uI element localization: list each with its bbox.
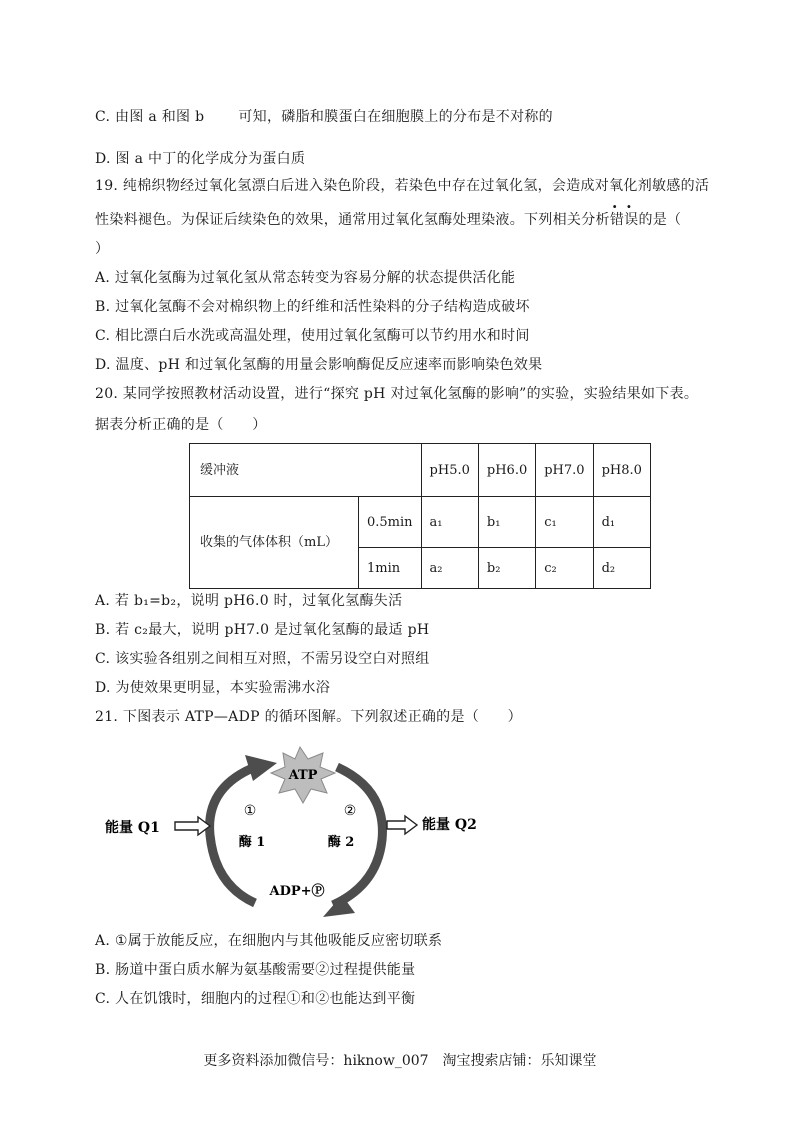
- q19-option-c: C. 相比漂白后水洗或高温处理，使用过氧化氢酶可以节约用水和时间: [95, 328, 530, 344]
- time-cell: 0.5min: [359, 497, 422, 548]
- ph-results-table: [189, 443, 651, 589]
- emphasis-char-1: 错: [609, 212, 625, 228]
- ph-col-3: pH7.0: [536, 444, 593, 497]
- table-cell: d₁: [593, 497, 650, 548]
- buffer-header: 缓冲液: [190, 444, 422, 497]
- q19-stem-end: 的是（: [638, 212, 682, 228]
- step-1-label: ①: [243, 803, 257, 819]
- q18-option-c-part1: C. 由图 a 和图 b: [95, 109, 205, 125]
- table-header-row: [190, 444, 651, 497]
- q19-stem-line3: ）: [95, 241, 110, 257]
- q20-option-b: B. 若 c₂最大，说明 pH7.0 是过氧化氢酶的最适 pH: [95, 622, 430, 638]
- table-cell: c₂: [536, 548, 593, 589]
- q20-option-d: D. 为使效果更明显，本实验需沸水浴: [95, 680, 331, 696]
- q19-option-b: B. 过氧化氢酶不会对棉织物上的纤维和活性染料的分子结构造成破坏: [95, 299, 530, 315]
- table-cell: d₂: [593, 548, 650, 589]
- ph-col-4: pH8.0: [593, 444, 650, 497]
- gas-volume-label: 收集的气体体积（mL）: [190, 497, 359, 589]
- table-cell: a₂: [421, 548, 478, 589]
- energy-out-arrow: [387, 816, 417, 834]
- arc-left: [210, 765, 260, 903]
- q19-option-a: A. 过氧化氢酶为过氧化氢从常态转变为容易分解的状态提供活化能: [95, 270, 516, 286]
- q21-option-a: A. ①属于放能反应，在细胞内与其他吸能反应密切联系: [95, 933, 443, 949]
- energy-q1-label: 能量 Q1: [105, 820, 160, 836]
- enzyme-2-label: 酶 2: [327, 835, 355, 850]
- q21-option-b: B. 肠道中蛋白质水解为氨基酸需要②过程提供能量: [95, 962, 416, 978]
- adp-label: ADP+Ⓟ: [269, 884, 325, 899]
- table-cell: c₁: [536, 497, 593, 548]
- table-cell: b₂: [478, 548, 535, 589]
- step-2-label: ②: [343, 803, 357, 819]
- q18-option-c: [95, 108, 553, 126]
- table-cell: a₁: [421, 497, 478, 548]
- enzyme-1-label: 酶 1: [238, 835, 266, 850]
- time-cell: 1min: [359, 548, 422, 589]
- atp-label: ATP: [288, 768, 318, 783]
- q20-stem-line2: 据表分析正确的是（ ）: [95, 417, 267, 433]
- q20-option-a: A. 若 b₁=b₂，说明 pH6.0 时，过氧化氢酶失活: [95, 593, 403, 609]
- emphasis-char-2: 误: [624, 212, 639, 228]
- q21-stem: 21. 下图表示 ATP—ADP 的循环图解。下列叙述正确的是（ ）: [95, 709, 522, 725]
- arrowhead-to-atp: [245, 755, 277, 781]
- page-footer: 更多资料添加微信号：hiknow_007 淘宝搜索店铺：乐知课堂: [203, 1053, 597, 1069]
- q20-option-c: C. 该实验各组别之间相互对照，不需另设空白对照组: [95, 651, 430, 667]
- q18-option-d: D. 图 a 中丁的化学成分为蛋白质: [95, 151, 306, 167]
- energy-in-arrow: [175, 817, 210, 835]
- ph-col-1: pH5.0: [421, 444, 478, 497]
- q19-stem-text: 性染料褪色。为保证后续染色的效果，通常用过氧化氢酶处理染液。下列相关分析: [95, 212, 610, 228]
- ph-col-2: pH6.0: [478, 444, 535, 497]
- q18-option-c-part2: 可知，磷脂和膜蛋白在细胞膜上的分布是不对称的: [238, 109, 553, 125]
- energy-q2-label: 能量 Q2: [422, 817, 477, 833]
- q19-option-d: D. 温度、pH 和过氧化氢酶的用量会影响酶促反应速率而影响染色效果: [95, 357, 543, 373]
- q19-stem-line2: [95, 211, 681, 229]
- q20-stem-line1: 20. 某同学按照教材活动设置，进行“探究 pH 对过氧化氢酶的影响”的实验，实验结果如下表。: [95, 386, 699, 402]
- q21-option-c: C. 人在饥饿时，细胞内的过程①和②也能达到平衡: [95, 991, 416, 1007]
- table-cell: b₁: [478, 497, 535, 548]
- table-row: [190, 497, 651, 548]
- q19-stem-line1: 19. 纯棉织物经过氧化氢漂白后进入染色阶段，若染色中存在过氧化氢，会造成对氧化剂敏感的活: [95, 178, 710, 194]
- atp-adp-cycle-diagram: [95, 745, 515, 920]
